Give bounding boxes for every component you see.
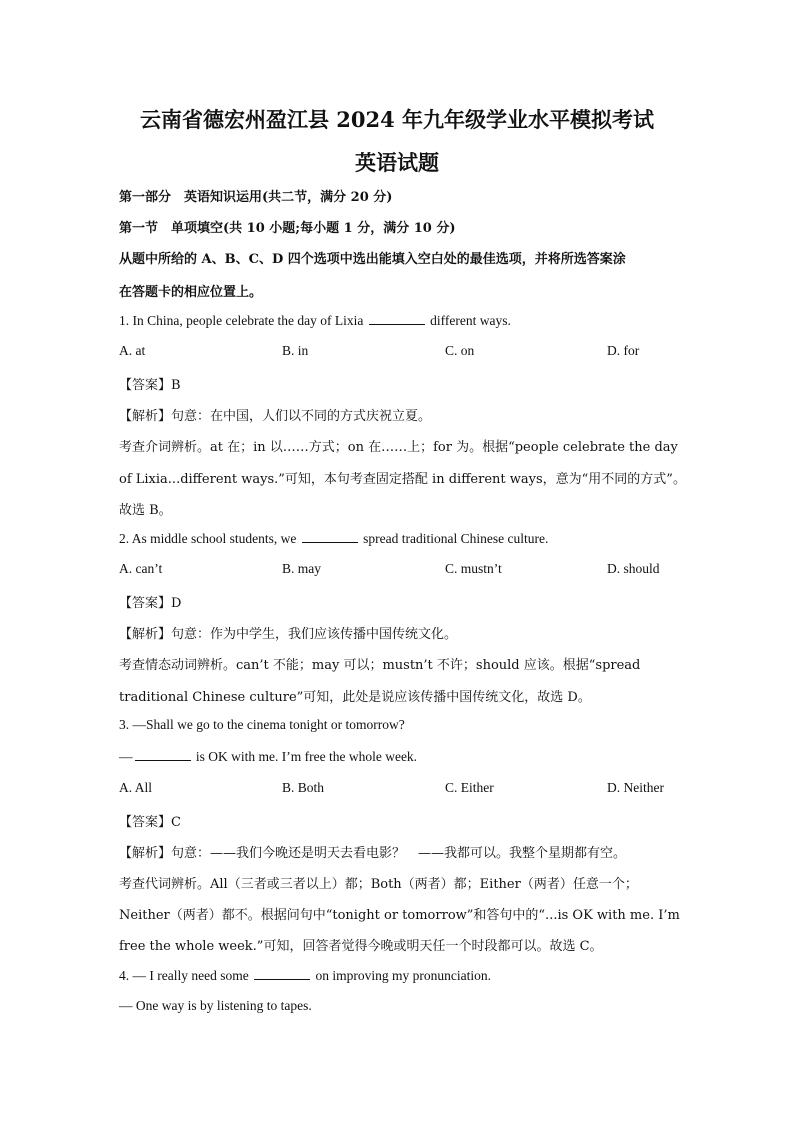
question-1-analysis-line: of Lixia...different ways.”可知，本句考查固定搭配 in different ways，意为“用不同的方式”。 xyxy=(119,472,686,487)
question-4-stem-tail: on improving my pronunciation. xyxy=(315,968,491,983)
option-d: D. should xyxy=(607,561,660,576)
question-2-options xyxy=(119,561,679,581)
exam-title: 云南省德宏州盈江县 2024 年九年级学业水平模拟考试 xyxy=(139,107,655,132)
question-3-reply xyxy=(119,748,417,765)
answer-blank xyxy=(369,312,425,325)
question-1-stem xyxy=(119,312,511,329)
option-b: B. in xyxy=(282,343,309,358)
question-3-options xyxy=(119,780,679,800)
answer-blank xyxy=(254,967,310,980)
part-heading: 第一部分 英语知识运用(共二节，满分 20 分) xyxy=(119,190,393,205)
question-2-analysis-line: 【解析】句意：作为中学生，我们应该传播中国传统文化。 xyxy=(119,627,458,642)
option-d: D. Neither xyxy=(607,780,664,795)
question-1-analysis-line: 考查介词辨析。at 在；in 以……方式；on 在……上；for 为。根据“people celebrate the day xyxy=(119,440,678,455)
option-c: C. on xyxy=(445,343,475,358)
question-4-stem-text: 4. — I really need some xyxy=(119,968,249,983)
instruction-line-2: 在答题卡的相应位置上。 xyxy=(119,285,263,300)
question-3-reply-tail: is OK with me. I’m free the whole week. xyxy=(195,749,418,764)
question-3-analysis-line: free the whole week.”可知，回答者觉得今晚或明天任一个时段都可以。故选 C。 xyxy=(119,939,603,954)
question-1-stem-tail: different ways. xyxy=(430,313,511,328)
instruction-line-1: 从题中所给的 A、B、C、D 四个选项中选出能填入空白处的最佳选项，并将所选答案涂 xyxy=(119,252,626,267)
question-2-stem-text: 2. As middle school students, we xyxy=(119,531,297,546)
question-1-analysis-line: 故选 B。 xyxy=(119,503,172,518)
question-4-reply: — One way is by listening to tapes. xyxy=(119,998,312,1013)
question-2-answer: 【答案】D xyxy=(119,596,182,611)
option-a: A. can’t xyxy=(119,561,163,576)
question-2-stem-tail: spread traditional Chinese culture. xyxy=(363,531,549,546)
option-c: C. mustn’t xyxy=(445,561,502,576)
question-3-analysis-line: 【解析】句意：——我们今晚还是明天去看电影？ ——我都可以。我整个星期都有空。 xyxy=(119,846,627,861)
question-1-analysis-line: 【解析】句意：在中国，人们以不同的方式庆祝立夏。 xyxy=(119,409,432,424)
question-2-analysis-line: traditional Chinese culture”可知，此处是说应该传播中国传统文化，故选 D。 xyxy=(119,690,591,705)
option-b: B. Both xyxy=(282,780,325,795)
question-1-answer: 【答案】B xyxy=(119,378,181,393)
option-c: C. Either xyxy=(445,780,494,795)
question-1-options xyxy=(119,343,679,363)
question-1-stem-text: 1. In China, people celebrate the day of Lixia xyxy=(119,313,364,328)
exam-subtitle: 英语试题 xyxy=(355,150,439,175)
question-3-stem: 3. —Shall we go to the cinema tonight or tomorrow? xyxy=(119,717,405,732)
question-4-stem xyxy=(119,967,491,984)
question-2-analysis-line: 考查情态动词辨析。can’t 不能；may 可以；mustn’t 不许；should 应该。根据“spread xyxy=(119,658,641,673)
question-2-stem xyxy=(119,530,548,547)
option-a: A. at xyxy=(119,343,146,358)
option-d: D. for xyxy=(607,343,640,358)
question-3-analysis-line: 考查代词辨析。All（三者或三者以上）都；Both（两者）都；Either（两者）任意一个； xyxy=(119,877,638,892)
option-b: B. may xyxy=(282,561,321,576)
section-heading: 第一节 单项填空(共 10 小题;每小题 1 分，满分 10 分) xyxy=(119,221,456,236)
answer-blank xyxy=(135,748,191,761)
question-3-answer: 【答案】C xyxy=(119,815,181,830)
question-3-dash: — xyxy=(119,749,133,764)
question-3-analysis-line: Neither（两者）都不。根据问句中“tonight or tomorrow”和答句中的“...is OK with me. I’m xyxy=(119,908,680,923)
option-a: A. All xyxy=(119,780,153,795)
answer-blank xyxy=(302,530,358,543)
